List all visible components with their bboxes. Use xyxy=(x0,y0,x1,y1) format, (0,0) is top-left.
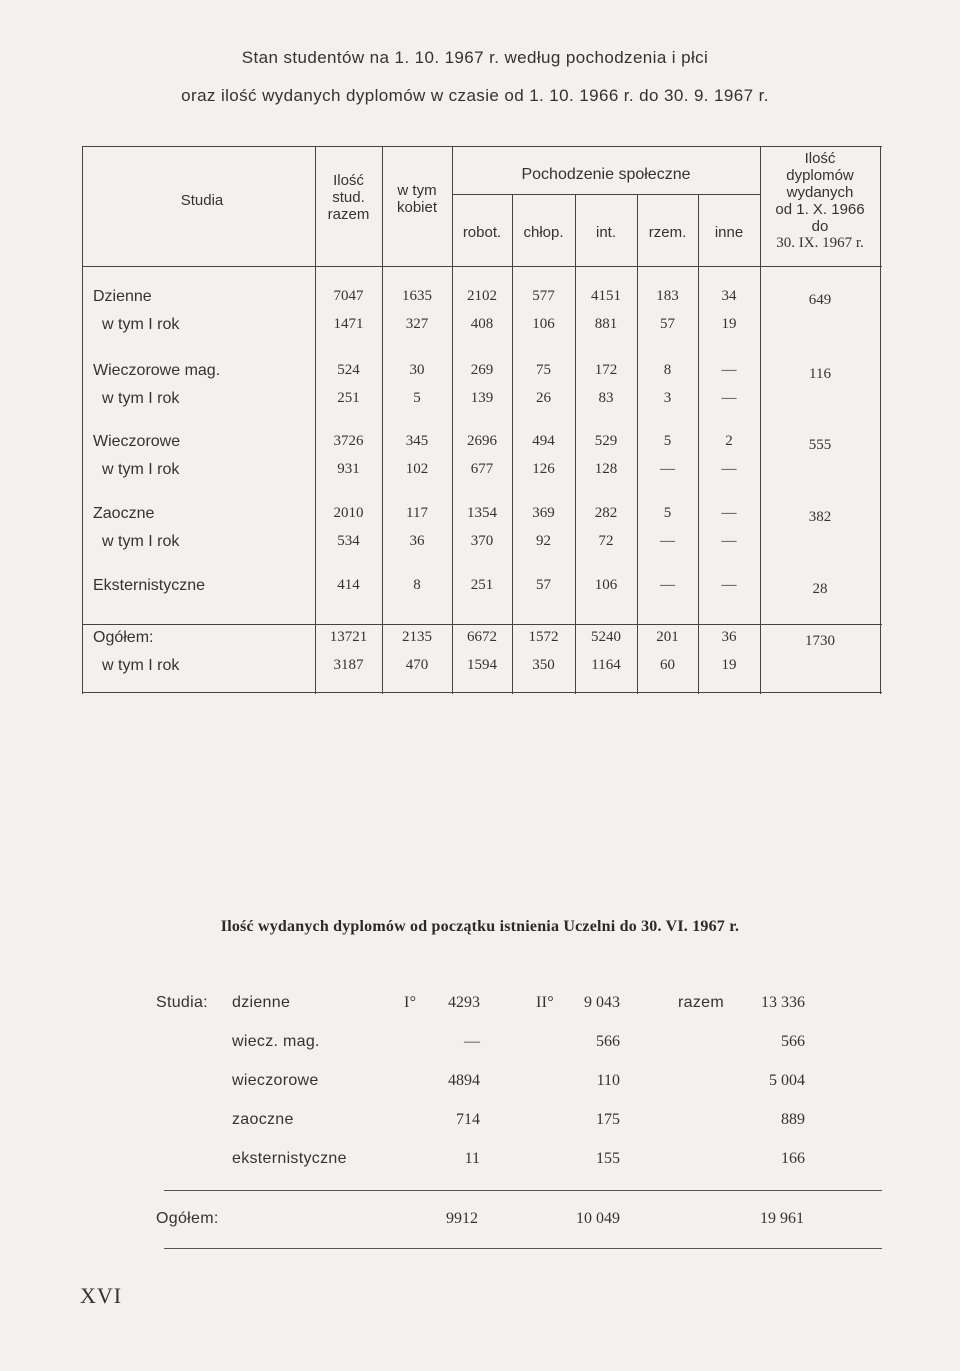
section-title: Ilość wydanych dyplomów od początku istnienia Uczelni do 30. VI. 1967 r. xyxy=(220,918,740,935)
col1-label: I° xyxy=(404,994,417,1011)
col2-label: II° xyxy=(536,994,554,1011)
header-rzem: rzem. xyxy=(648,224,687,241)
cell-rzem: 57 xyxy=(660,316,675,332)
cell-inne: — xyxy=(721,505,737,521)
cell-rzem: 201 xyxy=(656,629,679,645)
summary-cell-razem: 566 xyxy=(781,1033,805,1050)
cell-chlop: 75 xyxy=(536,362,551,378)
cell-robot: 251 xyxy=(470,577,494,593)
cell-rzem: — xyxy=(660,577,675,593)
summary-rule-bottom xyxy=(164,1248,882,1249)
cell-razem: 524 xyxy=(337,362,360,378)
cell-razem: 931 xyxy=(337,461,360,477)
summary-cell-ii: 175 xyxy=(596,1111,620,1128)
cell-inne: 19 xyxy=(721,316,737,332)
header-kobiet: w tym kobiet xyxy=(396,182,438,216)
summary-cell-ii: 9 043 xyxy=(584,994,620,1011)
header-dyplomy: Ilość dyplomów wydanych od 1. X. 1966 do 30. IX. 1967 r. xyxy=(775,150,865,251)
cell-dyplomy: 649 xyxy=(808,292,832,308)
cell-int: 72 xyxy=(598,533,614,549)
cell-chlop: 57 xyxy=(536,577,551,593)
row-label: Zaoczne xyxy=(93,505,155,522)
row-label: w tym I rok xyxy=(102,316,180,333)
cell-razem: 534 xyxy=(337,533,360,549)
summary-cell-ii: 155 xyxy=(596,1150,620,1167)
cell-dyplomy: 116 xyxy=(809,366,831,382)
cell-int: 4151 xyxy=(591,288,621,304)
cell-chlop: 494 xyxy=(532,433,555,449)
cell-robot: 370 xyxy=(470,533,494,549)
summary-cell-i: 4894 xyxy=(448,1072,480,1089)
cell-inne: 34 xyxy=(721,288,737,304)
cell-rzem: 183 xyxy=(656,288,679,304)
studia-label: Studia: xyxy=(156,994,208,1011)
table-bottom-rule xyxy=(82,692,882,693)
cell-chlop: 1572 xyxy=(528,629,559,645)
cell-inne: 19 xyxy=(721,657,737,673)
summary-row-name: wieczorowe xyxy=(232,1072,319,1089)
summary-cell-razem: 13 336 xyxy=(761,994,805,1011)
cell-chlop: 126 xyxy=(532,461,555,477)
cell-chlop: 369 xyxy=(532,505,555,521)
header-chlop: chłop. xyxy=(523,224,564,241)
cell-int: 529 xyxy=(594,433,618,449)
row-label: Wieczorowe mag. xyxy=(93,362,221,379)
cell-inne: 2 xyxy=(725,433,733,449)
students-table xyxy=(82,146,882,694)
cell-int: 172 xyxy=(594,362,618,378)
cell-razem: 1471 xyxy=(333,316,364,332)
cell-razem: 2010 xyxy=(333,505,364,521)
rule-kobiet xyxy=(382,146,383,694)
cell-int: 881 xyxy=(594,316,618,332)
cell-robot: 408 xyxy=(470,316,494,332)
summary-total-razem: 19 961 xyxy=(760,1210,804,1227)
row-label: Wieczorowe xyxy=(93,433,181,450)
cell-inne: — xyxy=(721,390,737,406)
page-number: XVI xyxy=(80,1283,123,1308)
cell-kobiet: 36 xyxy=(409,533,425,549)
row-label: w tym I rok xyxy=(102,533,180,550)
cell-kobiet: 345 xyxy=(405,433,429,449)
cell-chlop: 350 xyxy=(532,657,555,673)
cell-razem: 251 xyxy=(337,390,360,406)
rule-right xyxy=(880,146,881,694)
cell-robot: 2696 xyxy=(467,433,497,449)
cell-inne: 36 xyxy=(721,629,737,645)
cell-dyplomy: 382 xyxy=(808,509,832,525)
header-ilosc: Ilość stud. razem xyxy=(327,172,370,223)
cell-int: 106 xyxy=(594,577,618,593)
header-studia: Studia xyxy=(180,192,224,209)
summary-row-name: eksternistyczne xyxy=(232,1150,347,1167)
cell-robot: 269 xyxy=(470,362,494,378)
summary-total-name: Ogółem: xyxy=(156,1210,219,1227)
row-label: Ogółem: xyxy=(93,629,154,646)
summary-row-name: wiecz. mag. xyxy=(232,1033,320,1050)
cell-kobiet: 1635 xyxy=(402,288,432,304)
cell-razem: 414 xyxy=(337,577,360,593)
cell-razem: 3726 xyxy=(333,433,364,449)
pochodzenie-rule xyxy=(452,194,760,195)
table-top-rule xyxy=(82,146,882,147)
row-label: w tym I rok xyxy=(102,390,180,407)
summary-row-name: zaoczne xyxy=(232,1111,294,1128)
cell-razem: 13721 xyxy=(329,629,368,645)
header-int: int. xyxy=(595,224,616,241)
cell-rzem: 60 xyxy=(660,657,675,673)
summary-total-ii: 10 049 xyxy=(576,1210,620,1227)
summary-rule-top xyxy=(164,1190,882,1191)
cell-kobiet: 5 xyxy=(413,390,421,406)
cell-rzem: — xyxy=(660,533,675,549)
cell-rzem: 5 xyxy=(663,505,672,521)
cell-razem: 7047 xyxy=(333,288,364,304)
cell-chlop: 106 xyxy=(532,316,555,332)
cell-robot: 2102 xyxy=(467,288,497,304)
cell-kobiet: 102 xyxy=(405,461,429,477)
cell-int: 83 xyxy=(598,390,614,406)
cell-robot: 139 xyxy=(470,390,494,406)
razem-label: razem xyxy=(678,994,724,1011)
header-robot: robot. xyxy=(462,224,502,241)
cell-dyplomy: 1730 xyxy=(805,633,835,649)
header-inne: inne xyxy=(714,224,744,241)
cell-kobiet: 117 xyxy=(406,505,428,521)
cell-kobiet: 2135 xyxy=(402,629,432,645)
summary-cell-i: 11 xyxy=(464,1150,480,1167)
page-title-line-2: oraz ilość wydanych dyplomów w czasie od 1. 10. 1966 r. do 30. 9. 1967 r. xyxy=(181,86,769,105)
cell-dyplomy: 28 xyxy=(812,581,828,597)
page-title-line-1: Stan studentów na 1. 10. 1967 r. według pochodzenia i płci xyxy=(241,48,709,67)
summary-cell-i: — xyxy=(464,1033,480,1050)
cell-chlop: 26 xyxy=(536,390,551,406)
cell-chlop: 577 xyxy=(532,288,555,304)
row-label: w tym I rok xyxy=(102,657,180,674)
summary-cell-i: 4293 xyxy=(448,994,480,1011)
header-pochodzenie: Pochodzenie społeczne xyxy=(521,166,691,183)
cell-inne: — xyxy=(721,577,737,593)
summary-cell-ii: 566 xyxy=(596,1033,620,1050)
rule-razem xyxy=(315,146,316,694)
cell-rzem: 5 xyxy=(663,433,672,449)
cell-robot: 677 xyxy=(470,461,494,477)
cell-int: 1164 xyxy=(591,657,621,673)
cell-kobiet: 8 xyxy=(413,577,421,593)
summary-cell-i: 714 xyxy=(456,1111,480,1128)
rule-left xyxy=(82,146,83,694)
cell-inne: — xyxy=(721,362,737,378)
cell-robot: 1354 xyxy=(467,505,497,521)
cell-robot: 6672 xyxy=(467,629,497,645)
row-label: w tym I rok xyxy=(102,461,180,478)
cell-kobiet: 327 xyxy=(405,316,429,332)
row-label: Eksternistyczne xyxy=(93,577,206,594)
cell-rzem: — xyxy=(660,461,675,477)
cell-dyplomy: 555 xyxy=(808,437,832,453)
summary-row-name: dzienne xyxy=(232,994,291,1011)
row-label: Dzienne xyxy=(93,288,152,305)
summary-cell-razem: 889 xyxy=(781,1111,805,1128)
summary-total-i: 9912 xyxy=(446,1210,478,1227)
summary-cell-ii: 110 xyxy=(596,1072,620,1089)
cell-rzem: 8 xyxy=(663,362,672,378)
cell-kobiet: 30 xyxy=(409,362,425,378)
cell-razem: 3187 xyxy=(333,657,364,673)
cell-inne: — xyxy=(721,533,737,549)
cell-int: 128 xyxy=(594,461,618,477)
cell-kobiet: 470 xyxy=(405,657,429,673)
cell-inne: — xyxy=(721,461,737,477)
cell-rzem: 3 xyxy=(663,390,672,406)
cell-int: 282 xyxy=(594,505,618,521)
summary-cell-razem: 5 004 xyxy=(769,1072,805,1089)
total-rule xyxy=(82,624,882,625)
summary-cell-razem: 166 xyxy=(781,1150,805,1167)
header-bottom-rule xyxy=(82,266,882,267)
cell-chlop: 92 xyxy=(536,533,551,549)
cell-robot: 1594 xyxy=(467,657,497,673)
cell-int: 5240 xyxy=(591,629,621,645)
